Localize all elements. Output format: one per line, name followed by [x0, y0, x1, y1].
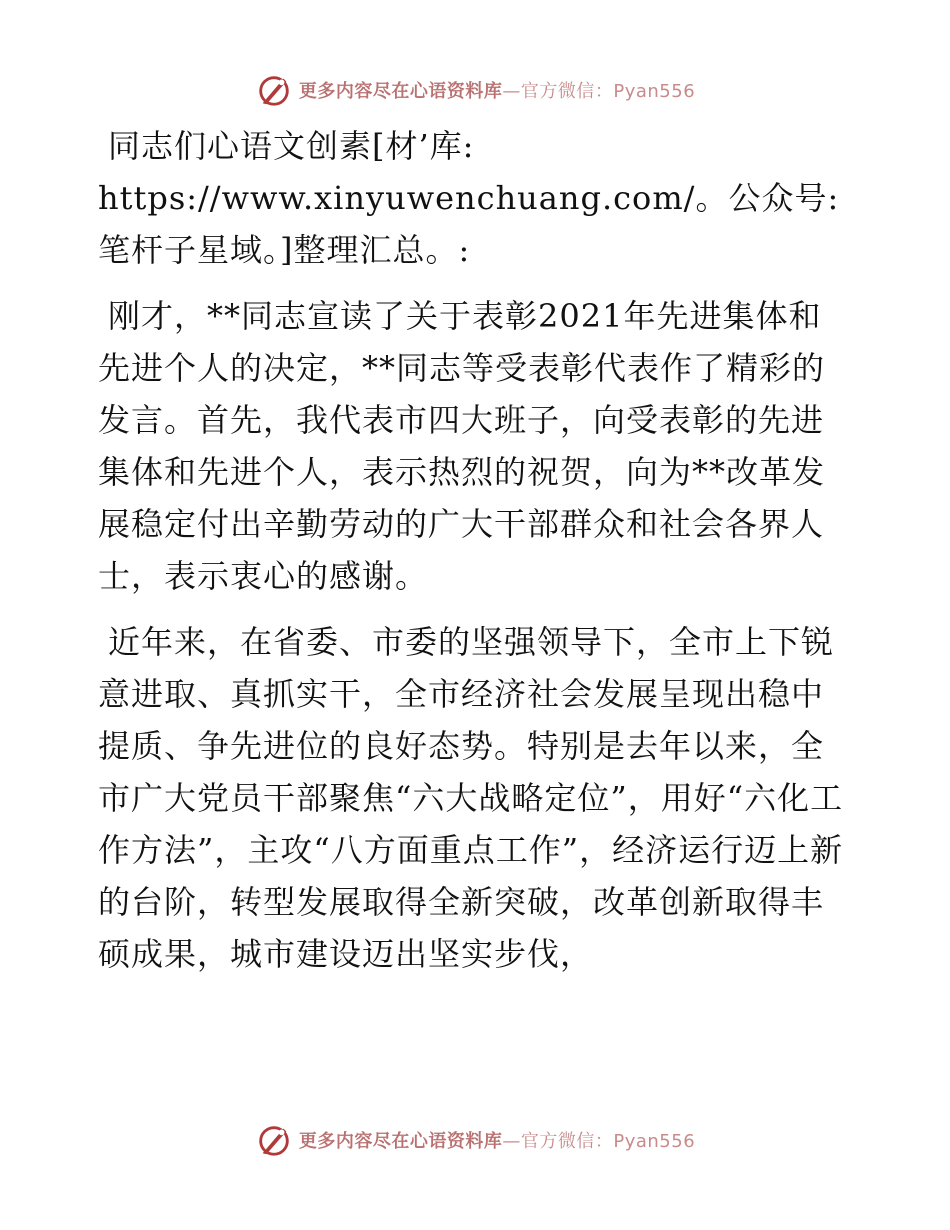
paragraph: 同志们心语文创素[材’库: https://www.xinyuwenchuang.com/。公众号: 笔杆子星域。]整理汇总。: — [98, 127, 840, 269]
quill-pen-circle-icon — [255, 71, 293, 109]
document-body — [98, 120, 850, 994]
banner-sub-text: 官方微信：Pyan556 — [520, 1131, 696, 1152]
header-banner — [0, 66, 950, 114]
banner-separator: — — [502, 81, 521, 102]
banner-main-text: 更多内容尽在心语资料库 — [298, 1131, 503, 1152]
banner-text — [299, 1127, 695, 1153]
paragraph: 刚才，**同志宣读了关于表彰2021年先进集体和先进个人的决定，**同志等受表彰代表作了精彩的发言。首先，我代表市四大班子，向受表彰的先进集体和先进个人，表示热烈的祝贺，向为**改革发展稳定付出辛勤劳动的广大干部群众和社会各界人士，表示衷心的感谢。 — [98, 297, 826, 595]
banner-text — [299, 77, 695, 103]
footer-banner — [0, 1116, 950, 1164]
banner-separator: — — [502, 1131, 521, 1152]
quill-pen-circle-icon — [255, 1121, 293, 1159]
paragraph: 近年来，在省委、市委的坚强领导下，全市上下锐意进取、真抓实干，全市经济社会发展呈现出稳中提质、争先进位的良好态势。特别是去年以来，全市广大党员干部聚焦“六大战略定位”，用好“六化工作方法”，主攻“八方面重点工作”，经济运行迈上新的台阶，转型发展取得全新突破，改革创新取得丰硕成果，城市建设迈出坚实步伐， — [98, 623, 844, 973]
banner-main-text: 更多内容尽在心语资料库 — [298, 81, 503, 102]
banner-sub-text: 官方微信：Pyan556 — [520, 81, 696, 102]
